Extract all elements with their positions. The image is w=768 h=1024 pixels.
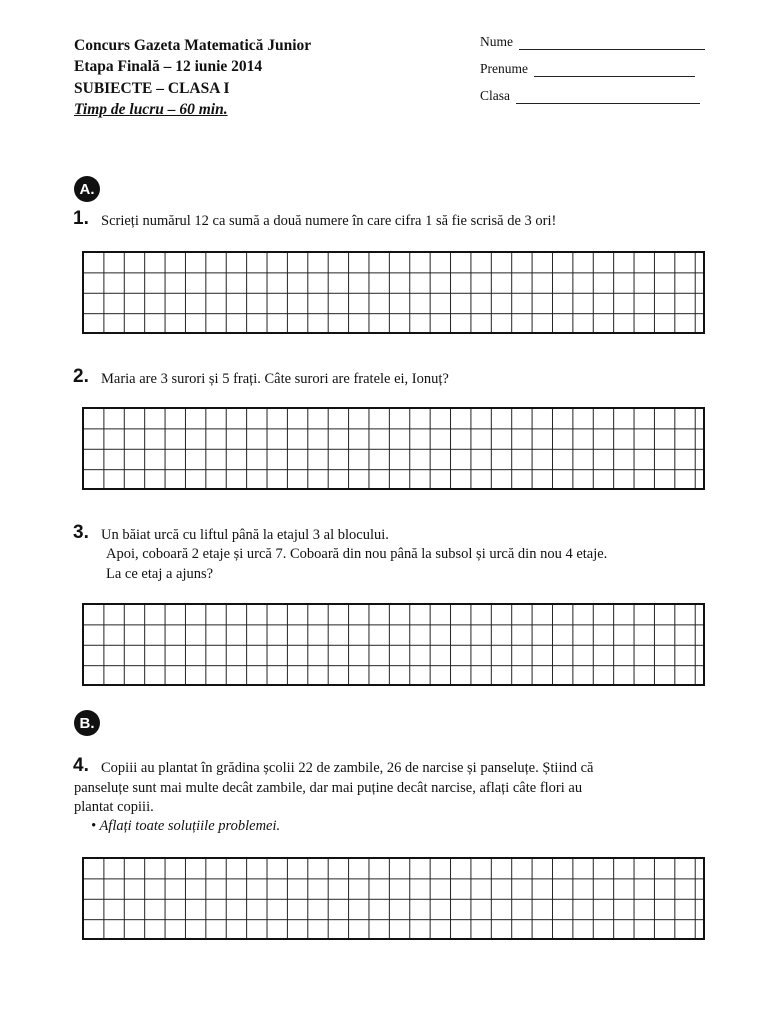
class-label: Clasa <box>480 88 510 103</box>
answer-grid-4[interactable] <box>82 857 705 940</box>
section-a-badge: A. <box>74 176 100 202</box>
name-field[interactable] <box>480 34 705 50</box>
problem-4-number: 4. <box>73 755 89 776</box>
class-line[interactable] <box>516 91 700 104</box>
answer-grid-2[interactable] <box>82 407 705 490</box>
problem-1-text: Scrieți numărul 12 ca sumă a două numere în care cifra 1 să fie scrisă de 3 ori! <box>101 213 557 229</box>
class-field[interactable] <box>480 88 700 104</box>
surname-line[interactable] <box>534 64 695 77</box>
problem-2-number: 2. <box>73 366 89 387</box>
problem-4-line-1: Copiii au plantat în grădina școlii 22 de zambile, 26 de narcise și panseluțe. Știind că <box>101 760 594 776</box>
problem-3-number: 3. <box>73 522 89 543</box>
problem-4-note: • Aflați toate soluțiile problemei. <box>91 818 281 834</box>
problem-4-line-3: plantat copiii. <box>74 799 154 815</box>
contest-title: Concurs Gazeta Matematică Junior <box>74 37 312 54</box>
surname-field[interactable] <box>480 61 695 77</box>
problem-2-text: Maria are 3 surori și 5 frați. Câte surori are fratele ei, Ionuț? <box>101 371 449 387</box>
name-line[interactable] <box>519 37 705 50</box>
problem-3-line-3: La ce etaj a ajuns? <box>106 566 214 582</box>
answer-grid-1[interactable] <box>82 251 705 334</box>
answer-grid-3[interactable] <box>82 603 705 686</box>
problem-1-number: 1. <box>73 208 89 229</box>
problem-3-line-2: Apoi, coboară 2 etaje și urcă 7. Coboară din nou până la subsol și urcă din nou 4 etaje. <box>106 546 608 562</box>
problem-3-line-1: Un băiat urcă cu liftul până la etajul 3 al blocului. <box>101 527 389 543</box>
section-b-badge: B. <box>74 710 100 736</box>
subject-class: SUBIECTE – CLASA I <box>74 80 230 97</box>
surname-label: Prenume <box>480 61 528 76</box>
stage-date: Etapa Finală – 12 iunie 2014 <box>74 58 263 75</box>
problem-4-line-2: panseluțe sunt mai multe decât zambile, dar mai puține decât narcise, aflați câte flori au <box>74 780 583 796</box>
name-label: Nume <box>480 34 513 49</box>
time-limit: Timp de lucru – 60 min. <box>74 101 228 118</box>
